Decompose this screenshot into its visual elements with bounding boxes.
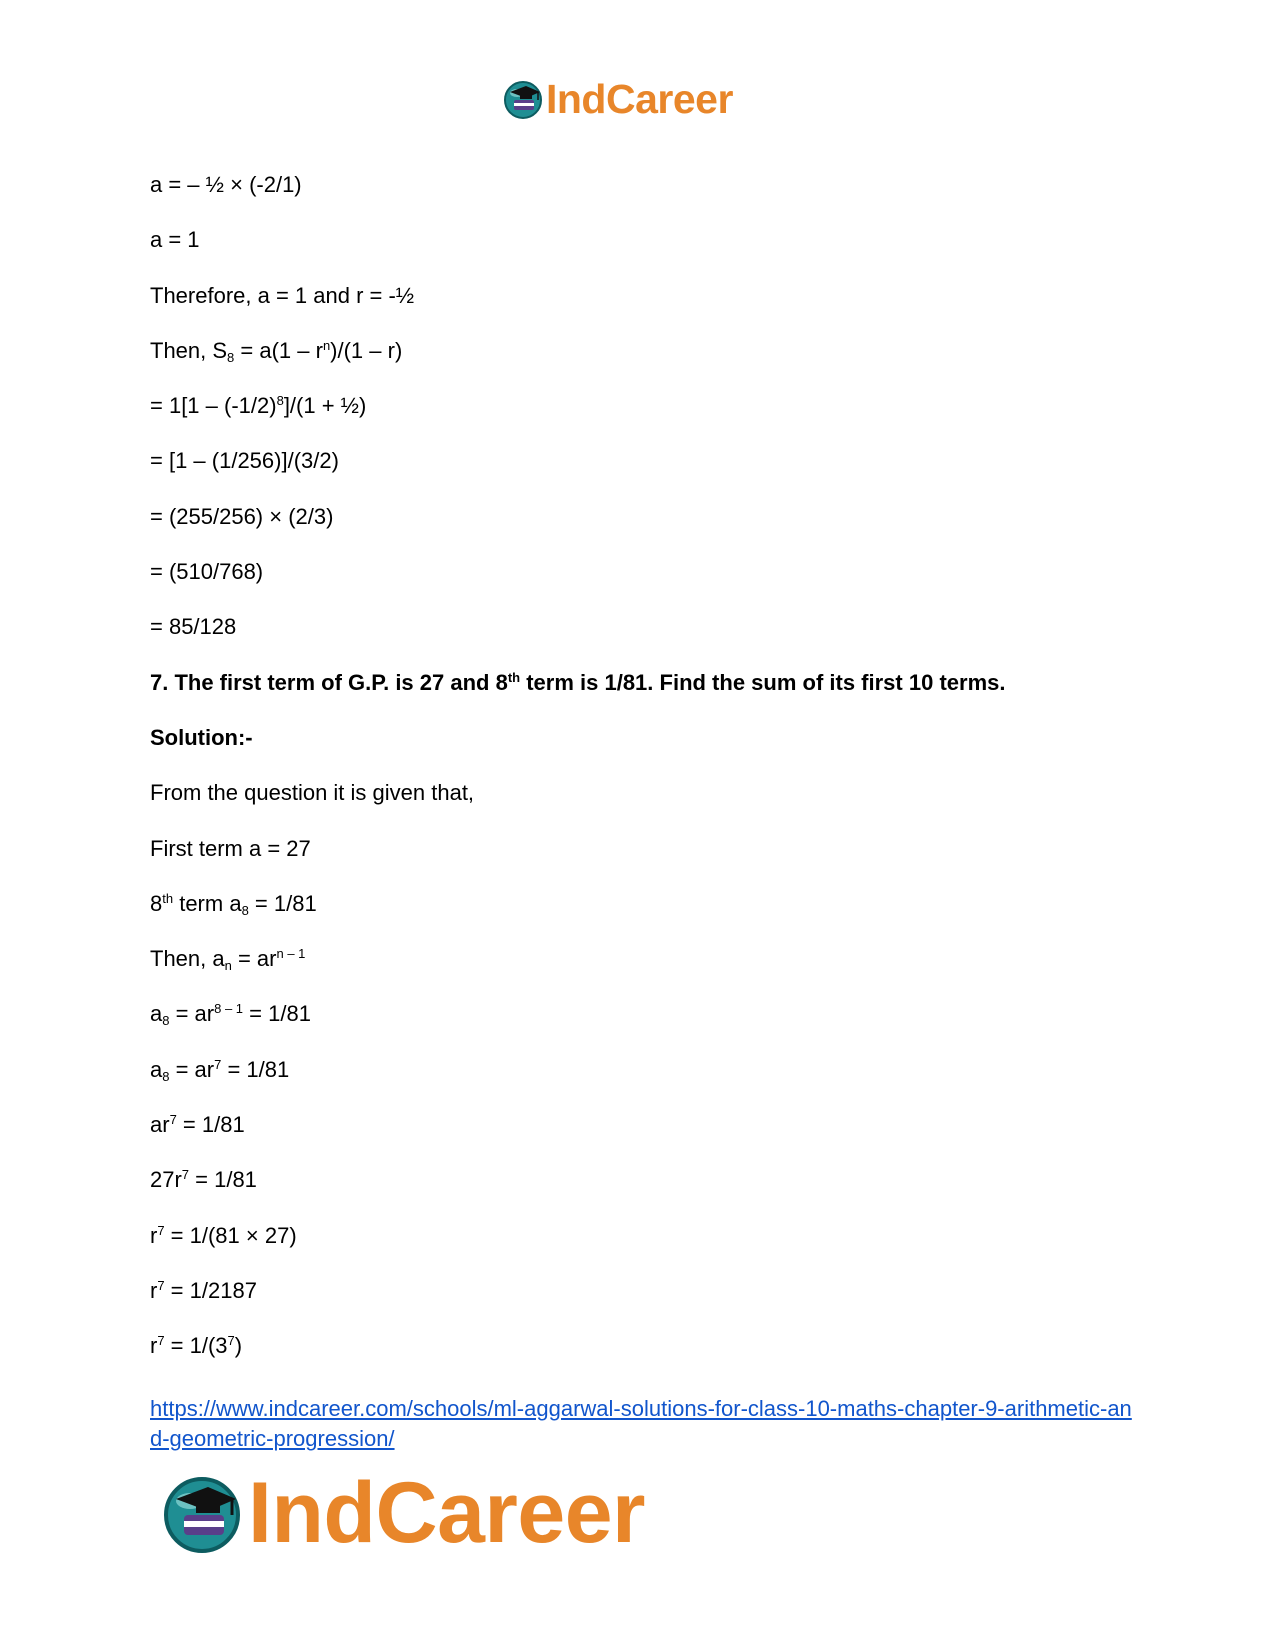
- math-line: Then, $S_8 = a(1 - r^n)/(1 - r)$: [150, 337, 403, 365]
- math-line: $ar^7 = 1/81$: [150, 1112, 245, 1138]
- math-line: a = 1: [150, 227, 200, 253]
- math-line: = [1 – (1/256)]/(3/2): [150, 448, 339, 474]
- math-line: $r^7 = 1/(81 \times 27)$: [150, 1222, 297, 1248]
- graduation-cap-book-globe-icon: [160, 1471, 244, 1555]
- graduation-cap-book-globe-icon: [502, 78, 544, 120]
- header-logo: [502, 75, 733, 122]
- source-link[interactable]: https://www.indcareer.com/schools/ml-aggarwal-solutions-for-class-10-maths-chapter-9-arithmetic-and-geometric-progression/: [150, 1396, 1132, 1451]
- math-line: a = – ½ × (-2/1): [150, 172, 302, 197]
- math-line: Then, $a_n = ar^{n - 1}$: [150, 946, 306, 974]
- document-body: [150, 172, 1150, 1389]
- math-line: = (255/256) × (2/3): [150, 503, 334, 529]
- math-line: 8th term $a_8 = 1/81$: [150, 890, 317, 918]
- logo-text: IndCareer: [248, 1465, 645, 1561]
- math-line: Therefore, a = 1 and r = -½: [150, 282, 415, 308]
- text-line: From the question it is given that,: [150, 780, 475, 806]
- math-line: = (510/768): [150, 559, 264, 585]
- math-line: = 85/128: [150, 614, 237, 640]
- logo-text: IndCareer: [546, 75, 733, 122]
- math-line: $r^7 = 1/(3^7)$: [150, 1333, 243, 1359]
- solution-label: Solution:-: [150, 724, 253, 750]
- math-line: $r^7 = 1/2187$: [150, 1277, 257, 1303]
- question-heading: 7. The first term of G.P. is 27 and 8th term is 1/81. Find the sum of its first 10 terms.: [150, 669, 1006, 695]
- math-line: $27r^7 = 1/81$: [150, 1167, 257, 1193]
- math-line: First term a = 27: [150, 835, 311, 861]
- footer-logo: [160, 1465, 645, 1561]
- math-line: = $1[1 - (-1/2)^8]/(1$ + ½): [150, 393, 367, 419]
- math-line: $a_8 = ar^{8 - 1} = 1/81$: [150, 1001, 311, 1029]
- math-line: $a_8 = ar^7 = 1/81$: [150, 1056, 290, 1084]
